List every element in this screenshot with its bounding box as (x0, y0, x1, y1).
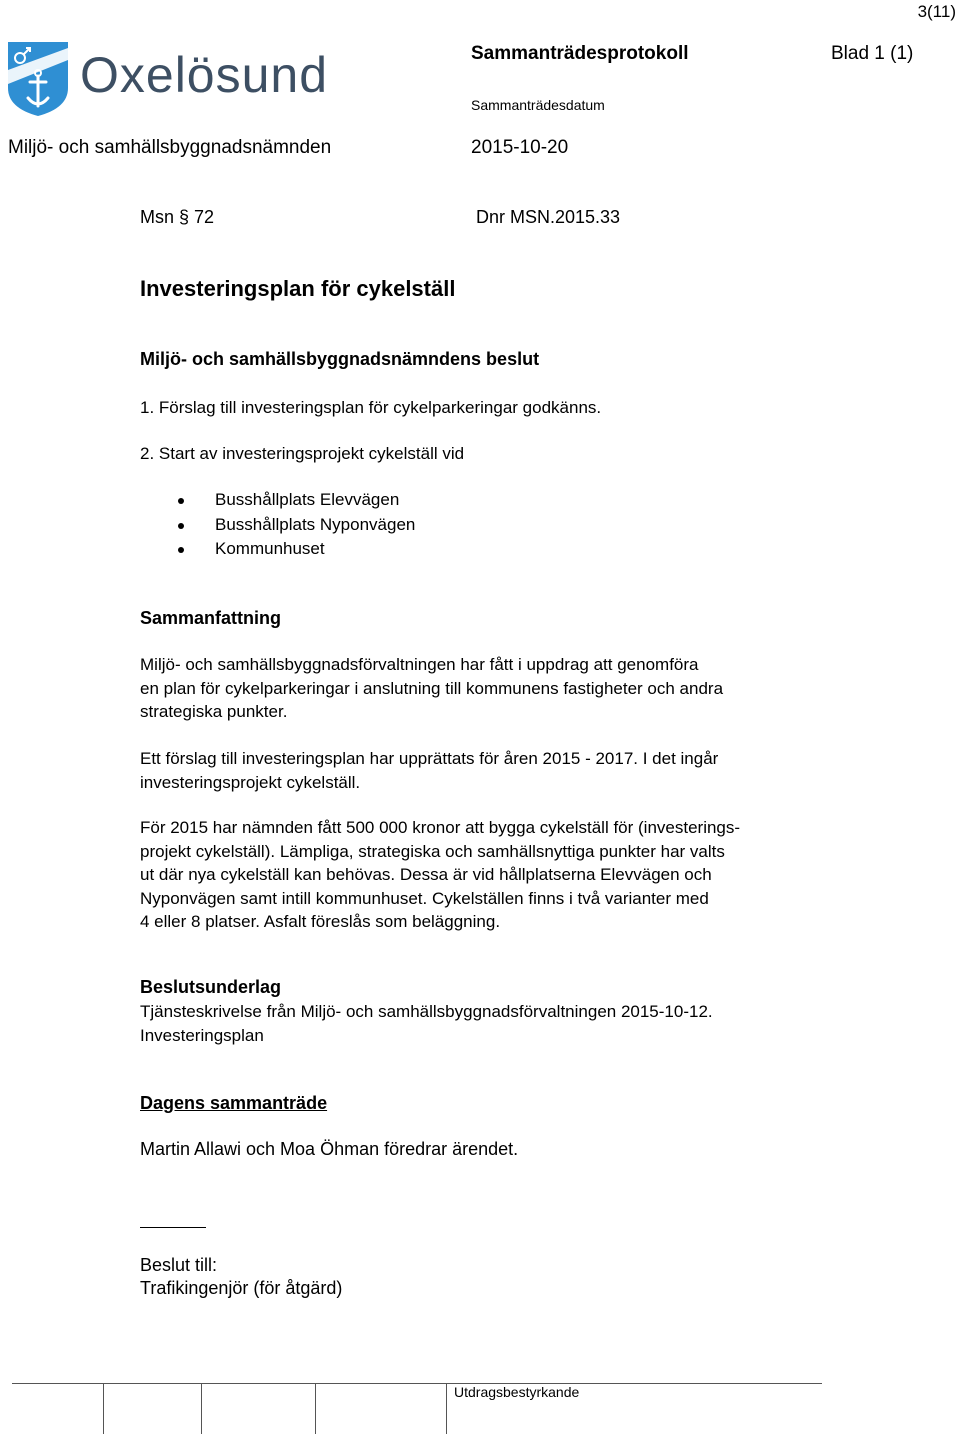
committee-name: Miljö- och samhällsbyggnadsnämnden (8, 137, 332, 158)
coat-of-arms-icon (8, 42, 68, 116)
location-text: Busshållplats Elevvägen (215, 490, 400, 509)
location-text: Kommunhuset (215, 539, 325, 558)
decision-heading: Miljö- och samhällsbyggnadsnämndens beslut (140, 349, 540, 369)
page-title: Investeringsplan för cykelställ (140, 276, 456, 301)
basis-item: Investeringsplan (140, 1026, 264, 1045)
summary-paragraph (140, 816, 740, 934)
signature-box-divider (446, 1383, 447, 1434)
bullet-icon (178, 547, 184, 553)
text-line: strategiska punkter. (140, 702, 288, 721)
signature-box-divider (103, 1383, 104, 1434)
logo-wordmark: Oxelösund (80, 47, 329, 103)
summary-paragraph (140, 653, 723, 724)
signature-box-divider (201, 1383, 202, 1434)
text-line: 4 eller 8 platser. Asfalt föreslås som beläggning. (140, 912, 501, 931)
summary-paragraph (140, 747, 718, 794)
sheet-number: Blad 1 (1) (831, 43, 914, 64)
bullet-icon (178, 523, 184, 529)
summary-heading: Sammanfattning (140, 608, 282, 628)
meeting-date: 2015-10-20 (471, 137, 569, 158)
list-item (178, 488, 415, 513)
text-line: ut där nya cykelställ kan behövas. Dessa är vid hållplatserna Elevvägen och (140, 865, 712, 884)
text-line: För 2015 har nämnden fått 500 000 kronor att bygga cykelställ för (investerings- (140, 818, 741, 837)
text-line: Miljö- och samhällsbyggnadsförvaltningen har fått i uppdrag att genomföra (140, 655, 699, 674)
page-number: 3(11) (917, 2, 956, 21)
text-line: Nyponvägen samt intill kommunhuset. Cykelställen finns i två varianter med (140, 888, 709, 908)
bullet-icon (178, 498, 184, 504)
decision-item: 1. Förslag till investeringsplan för cykelparkeringar godkänns. (140, 398, 602, 417)
meeting-heading: Dagens sammanträde (140, 1093, 328, 1113)
decision-to-label: Beslut till: (140, 1255, 218, 1275)
location-text: Busshållplats Nyponvägen (215, 514, 416, 534)
signature-label: Utdragsbestyrkande (454, 1384, 580, 1400)
presenters-text: Martin Allawi och Moa Öhman föredrar ärendet. (140, 1139, 519, 1159)
basis-heading: Beslutsunderlag (140, 977, 282, 997)
list-item (178, 513, 415, 538)
location-list (178, 488, 415, 562)
text-line: projekt cykelställ). Lämpliga, strategiska och samhällsnyttiga punkter har valts (140, 841, 725, 861)
decision-item: 2. Start av investeringsprojekt cykelställ vid (140, 444, 465, 463)
document-type: Sammanträdesprotokoll (471, 43, 689, 64)
decision-to-value: Trafikingenjör (för åtgärd) (140, 1278, 343, 1298)
signature-box-divider (315, 1383, 316, 1434)
text-line: Ett förslag till investeringsplan har upprättats för åren 2015 - 2017. I det ingår (140, 749, 719, 768)
paragraph-reference: Msn § 72 (140, 207, 215, 227)
text-line: investeringsprojekt cykelställ. (140, 772, 361, 792)
list-item (178, 537, 415, 562)
text-line: en plan för cykelparkeringar i anslutning till kommunens fastigheter och andra (140, 678, 724, 698)
footer-line (12, 1383, 822, 1384)
divider (140, 1227, 206, 1228)
registration-number: Dnr MSN.2015.33 (476, 207, 621, 227)
meeting-date-label: Sammanträdesdatum (471, 97, 605, 113)
basis-item: Tjänsteskrivelse från Miljö- och samhällsbyggnadsförvaltningen 2015-10-12. (140, 1002, 713, 1021)
